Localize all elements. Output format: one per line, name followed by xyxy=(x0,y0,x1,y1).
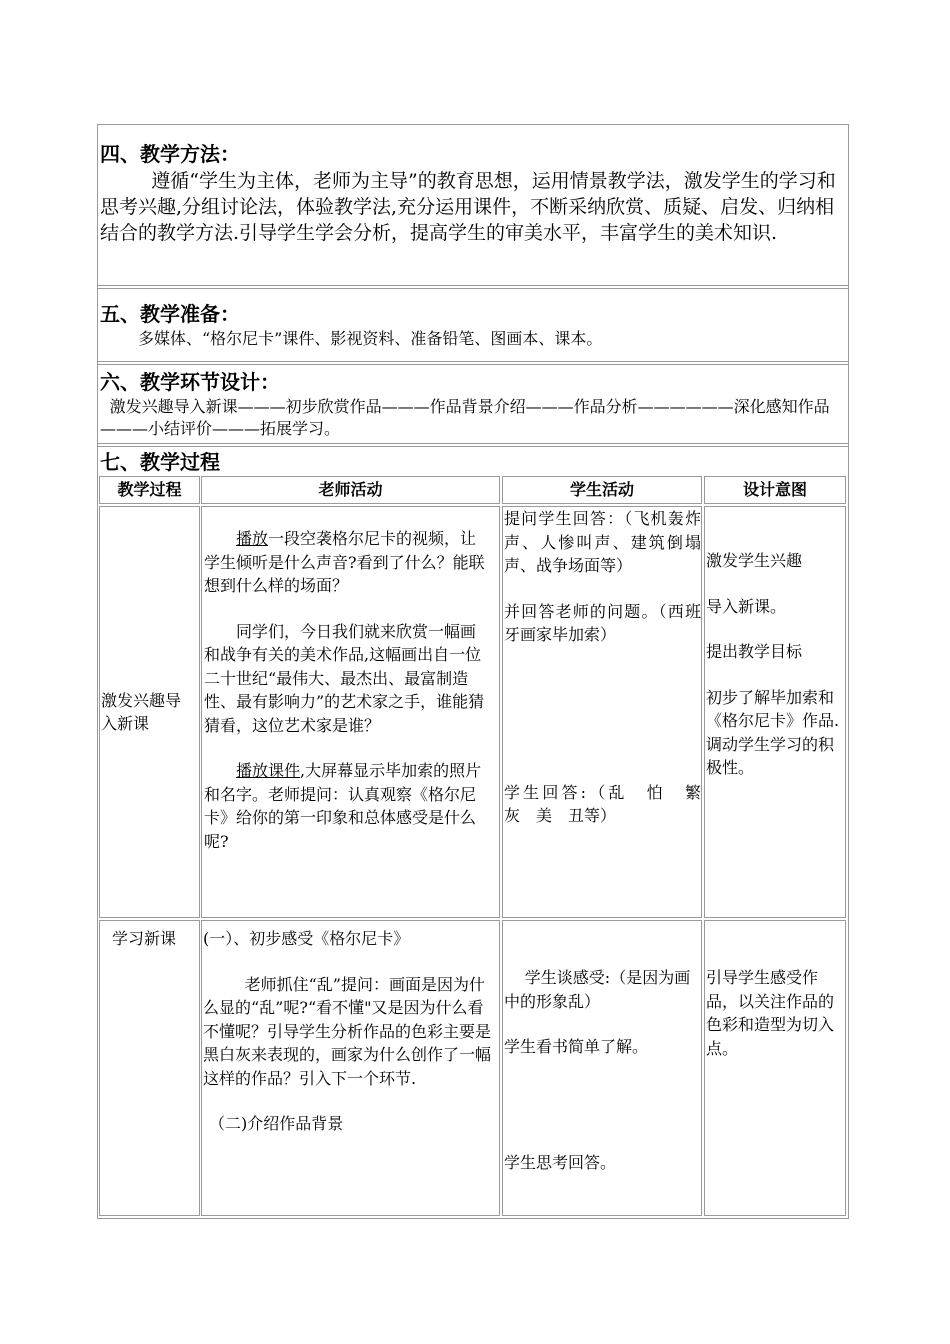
teacher-text: 一段空袭格尔尼卡的视频，让学生倾听是什么声音?看到了什么？能联想到什么样的场面？ xyxy=(204,529,485,595)
section-body: 多媒体、“格尔尼卡”课件、影视资料、准备铅笔、图画本、课本。 xyxy=(138,329,603,348)
section-heading: 五、教学准备： xyxy=(100,302,240,326)
underlined-keyword: 播放课件 xyxy=(236,761,301,780)
teacher-text: （二)介绍作品背景 xyxy=(209,1114,344,1133)
intent-text: 引导学生感受作品，以关注作品的色彩和造型为切入点。 xyxy=(706,968,835,1058)
intent-text: 激发学生兴趣 xyxy=(706,551,803,570)
section-teaching-methods xyxy=(100,142,845,246)
divider xyxy=(97,443,849,447)
teacher-text: ,大屏幕显示毕加索的照片和名字。老师提问：认真观察《格尔尼卡》给你的第一印象和总体感受是什么呢? xyxy=(204,761,482,851)
process-label: 激发兴趣导入新课 xyxy=(101,690,182,733)
divider xyxy=(97,361,849,365)
table-row-intent-cell xyxy=(704,506,846,918)
table-row-process-cell xyxy=(99,920,200,1216)
section-body: 激发兴趣导入新课———初步欣赏作品———作品背景介绍———作品分析——————深化感知作品———小结评价———拓展学习。 xyxy=(100,397,830,438)
intent-text: 初步了解毕加索和《格尔尼卡》作品.调动学生学习的积极性。 xyxy=(706,687,840,777)
table-header-cell: 设计意图 xyxy=(704,476,846,504)
process-label: 学习新课 xyxy=(112,929,177,948)
section-heading: 四、教学方法： xyxy=(100,142,240,166)
section-lesson-design xyxy=(100,370,845,440)
teacher-text: 同学们，今日我们就来欣赏一幅画和战争有关的美术作品,这幅画出自一位二十世纪“最伟大、最杰出、最富制造性、最有影响力”的艺术家之手，谁能猜猜看，这位艺术家是谁？ xyxy=(204,621,485,735)
table-row-student-cell xyxy=(502,920,702,1216)
intent-text: 提出教学目标 xyxy=(706,642,803,661)
teacher-text: (一）、初步感受《格尔尼卡》 xyxy=(203,929,410,948)
section-teaching-process xyxy=(100,450,845,474)
table-header-cell: 老师活动 xyxy=(201,476,500,504)
table-header-cell: 教学过程 xyxy=(99,476,200,504)
section-heading: 六、教学环节设计： xyxy=(100,370,280,394)
student-text: 学生思考回答。 xyxy=(504,1152,617,1172)
divider xyxy=(97,285,849,289)
teacher-text: 老师抓住“乱”提问：画面是因为什么显的“乱”呢?“看不懂"又是因为什么看不懂呢？引导学生分析作品的色彩主要是黑白灰来表现的，画家为什么创作了一幅这样的作品？引入下一个环节. xyxy=(203,974,492,1088)
table-row-teacher-cell xyxy=(201,920,500,1216)
student-text: 并回答老师的问题。（西班牙画家毕加索） xyxy=(504,601,701,644)
table-row-process-cell xyxy=(99,506,200,918)
student-text: 提问学生回答：（飞机轰炸声、人惨叫声、建筑倒塌声、战争场面等） xyxy=(504,509,701,575)
intent-text: 导入新课。 xyxy=(706,596,787,616)
section-heading: 七、教学过程 xyxy=(100,450,220,474)
student-text: 学生谈感受:（是因为画中的形象乱） xyxy=(504,968,691,1011)
student-text: 学生回答:（乱 怕 繁 灰 美 丑等） xyxy=(504,782,718,825)
table-row-student-cell xyxy=(502,506,718,918)
section-body: 遵循“学生为主体，老师为主导”的教育思想，运用情景教学法，激发学生的学习和思考兴趣,分组讨论法，体验教学法,充分运用课件，不断采纳欣赏、质疑、启发、归纳相结合的教学方法.引导学生学会分析，提高学生的审美水平，丰富学生的美术知识. xyxy=(100,170,836,244)
table-row-intent-cell xyxy=(704,920,846,1216)
underlined-keyword: 播放 xyxy=(236,529,269,548)
table-header-cell: 学生活动 xyxy=(502,476,702,504)
section-teaching-prep xyxy=(100,302,845,350)
table-row-teacher-cell xyxy=(201,506,500,918)
student-text: 学生看书简单了解。 xyxy=(504,1037,649,1056)
